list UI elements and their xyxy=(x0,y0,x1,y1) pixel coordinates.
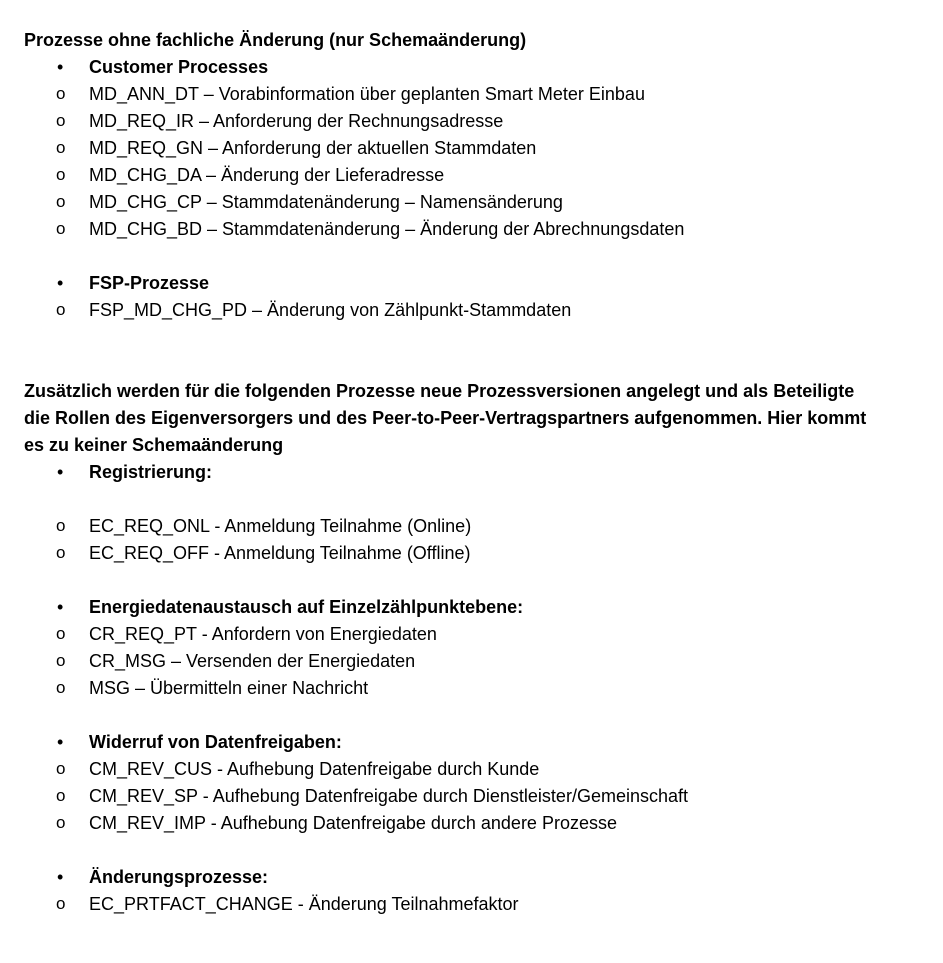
sub-list-customer-processes xyxy=(24,81,923,243)
sub-bullet-icon: o xyxy=(56,138,66,157)
sub-bullet-icon: o xyxy=(56,624,66,643)
section-list-energiedaten xyxy=(24,594,923,621)
bullet-icon: • xyxy=(57,57,64,77)
sub-bullet-icon: o xyxy=(56,759,66,778)
sub-list-registrierung xyxy=(24,513,923,567)
section-energiedatenaustausch xyxy=(24,594,923,621)
section-title: Customer Processes xyxy=(89,57,269,77)
list-item xyxy=(24,81,923,108)
section-list-registrierung xyxy=(24,459,923,486)
heading-new-process-versions xyxy=(24,378,923,459)
sub-bullet-icon: o xyxy=(56,84,66,103)
section-fsp-prozesse xyxy=(24,270,923,297)
section-list-widerruf xyxy=(24,729,923,756)
sub-bullet-icon: o xyxy=(56,111,66,130)
list-item xyxy=(24,513,923,540)
spacer xyxy=(24,567,923,594)
section-list-aenderung xyxy=(24,864,923,891)
list-item xyxy=(24,108,923,135)
section-title: Widerruf von Datenfreigaben: xyxy=(89,732,342,752)
spacer xyxy=(24,702,923,729)
list-item-text: EC_REQ_OFF - Anmeldung Teilnahme (Offline) xyxy=(89,543,471,563)
list-item xyxy=(24,621,923,648)
spacer xyxy=(24,324,923,378)
bullet-icon: • xyxy=(57,597,64,617)
list-item xyxy=(24,783,923,810)
list-item-text: FSP_MD_CHG_PD – Änderung von Zählpunkt-Stammdaten xyxy=(89,300,572,320)
spacer xyxy=(24,837,923,864)
list-item xyxy=(24,189,923,216)
list-item-text: CM_REV_SP - Aufhebung Datenfreigabe durch Dienstleister/Gemeinschaft xyxy=(89,786,688,806)
spacer xyxy=(24,243,923,270)
bullet-icon: • xyxy=(57,273,64,293)
sub-bullet-icon: o xyxy=(56,786,66,805)
list-item xyxy=(24,891,923,918)
list-item xyxy=(24,675,923,702)
section-list-fsp xyxy=(24,270,923,297)
sub-list-fsp xyxy=(24,297,923,324)
list-item-text: MD_CHG_CP – Stammdatenänderung – Namensänderung xyxy=(89,192,563,212)
section-title: Energiedatenaustausch auf Einzelzählpunktebene: xyxy=(89,597,524,617)
section-list-block1 xyxy=(24,54,923,81)
section-title: Änderungsprozesse: xyxy=(89,867,269,887)
list-item xyxy=(24,297,923,324)
list-item xyxy=(24,810,923,837)
bullet-icon: • xyxy=(57,867,64,887)
list-item-text: MSG – Übermitteln einer Nachricht xyxy=(89,678,369,698)
list-item xyxy=(24,540,923,567)
sub-bullet-icon: o xyxy=(56,219,66,238)
list-item-text: CR_MSG – Versenden der Energiedaten xyxy=(89,651,416,671)
spacer xyxy=(24,486,923,513)
list-item-text: MD_REQ_GN – Anforderung der aktuellen Stammdaten xyxy=(89,138,537,158)
heading-line: es zu keiner Schemaänderung xyxy=(24,435,284,455)
sub-bullet-icon: o xyxy=(56,516,66,535)
sub-bullet-icon: o xyxy=(56,894,66,913)
list-item-text: MD_CHG_DA – Änderung der Lieferadresse xyxy=(89,165,445,185)
list-item xyxy=(24,216,923,243)
list-item-text: EC_PRTFACT_CHANGE - Änderung Teilnahmefaktor xyxy=(89,894,519,914)
sub-bullet-icon: o xyxy=(56,192,66,211)
sub-bullet-icon: o xyxy=(56,678,66,697)
list-item-text: MD_CHG_BD – Stammdatenänderung – Änderung der Abrechnungsdaten xyxy=(89,219,685,239)
sub-bullet-icon: o xyxy=(56,165,66,184)
list-item-text: EC_REQ_ONL - Anmeldung Teilnahme (Online) xyxy=(89,516,472,536)
list-item xyxy=(24,756,923,783)
section-customer-processes xyxy=(24,54,923,81)
heading-line: die Rollen des Eigenversorgers und des Peer-to-Peer-Vertragspartners aufgenommen. Hier kommt xyxy=(24,408,867,428)
list-item-text: CM_REV_CUS - Aufhebung Datenfreigabe durch Kunde xyxy=(89,759,540,779)
section-registrierung xyxy=(24,459,923,486)
list-item-text: CR_REQ_PT - Anfordern von Energiedaten xyxy=(89,624,437,644)
sub-bullet-icon: o xyxy=(56,543,66,562)
bullet-icon: • xyxy=(57,732,64,752)
heading-line: Zusätzlich werden für die folgenden Prozesse neue Prozessversionen angelegt und als Beteiligte xyxy=(24,381,855,401)
list-item xyxy=(24,135,923,162)
list-item xyxy=(24,162,923,189)
sub-bullet-icon: o xyxy=(56,813,66,832)
section-title: FSP-Prozesse xyxy=(89,273,210,293)
list-item-text: MD_ANN_DT – Vorabinformation über geplanten Smart Meter Einbau xyxy=(89,84,645,104)
list-item-text: CM_REV_IMP - Aufhebung Datenfreigabe durch andere Prozesse xyxy=(89,813,617,833)
sub-bullet-icon: o xyxy=(56,651,66,670)
sub-list-aenderung xyxy=(24,891,923,918)
list-item xyxy=(24,648,923,675)
sub-list-energiedaten xyxy=(24,621,923,702)
section-widerruf xyxy=(24,729,923,756)
bullet-icon: • xyxy=(57,462,64,482)
sub-list-widerruf xyxy=(24,756,923,837)
heading-schema-changes: Prozesse ohne fachliche Änderung (nur Schemaänderung) xyxy=(24,30,527,50)
section-aenderungsprozesse xyxy=(24,864,923,891)
list-item-text: MD_REQ_IR – Anforderung der Rechnungsadresse xyxy=(89,111,504,131)
section-title: Registrierung: xyxy=(89,462,213,482)
sub-bullet-icon: o xyxy=(56,300,66,319)
